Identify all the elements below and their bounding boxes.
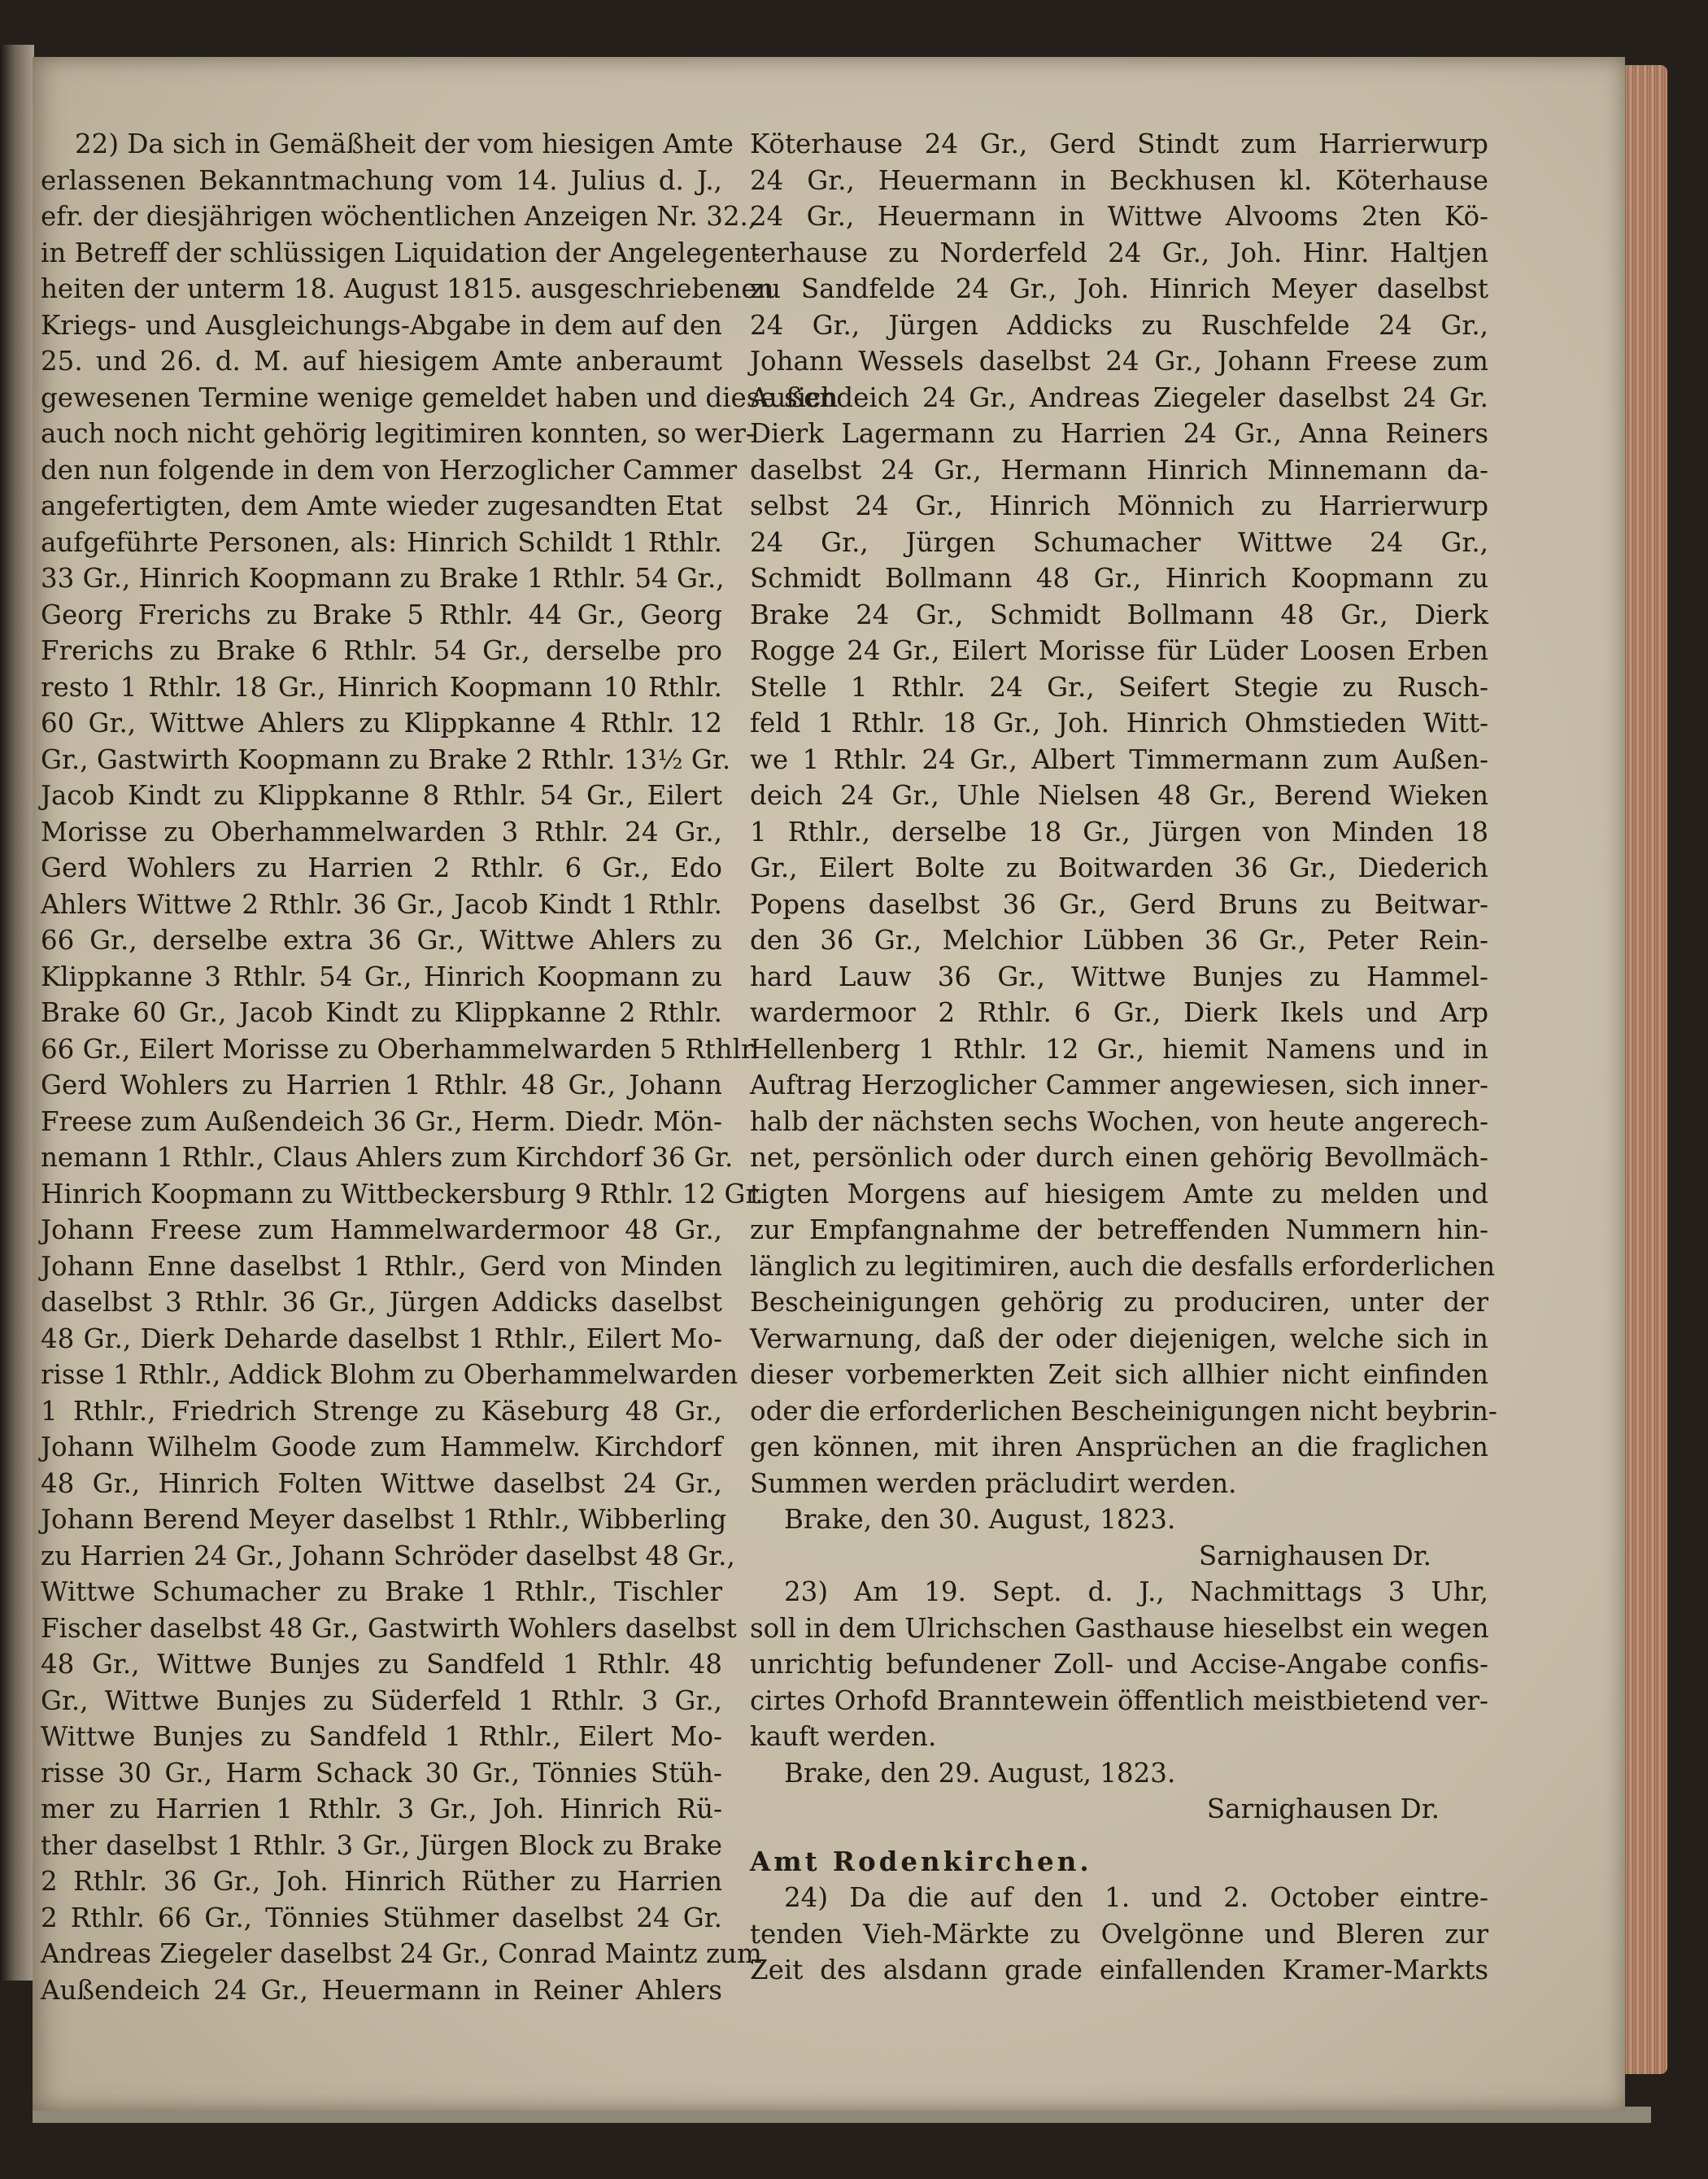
text-line: Johann Berend Meyer daselbst 1 Rthlr., Wibberling <box>41 1504 727 1535</box>
text-line: den nun folgende in dem von Herzoglicher Cammer <box>41 454 738 486</box>
text-line: efr. der diesjährigen wöchentlichen Anzeigen Nr. 32., <box>41 201 757 232</box>
text-line: Außendeich 24 Gr., Andreas Ziegeler daselbst 24 Gr. <box>750 381 1488 413</box>
text-line: dieser vorbemerkten Zeit sich allhier nicht einfinden <box>750 1359 1488 1390</box>
text-line: Klippkanne 3 Rthlr. 54 Gr., Hinrich Koopmann zu <box>41 961 722 992</box>
notice-23-signature: Sarnighausen Dr. <box>1206 1793 1440 1824</box>
text-line: risse 1 Rthlr., Addick Blohm zu Oberhammelwarden <box>41 1359 739 1390</box>
text-line: Andreas Ziegeler daselbst 24 Gr., Conrad Maintz zum <box>41 1938 762 1969</box>
text-line: gen können, mit ihren Ansprüchen an die fraglichen <box>750 1432 1488 1462</box>
text-line: daselbst 3 Rthlr. 36 Gr., Jürgen Addicks daselbst <box>41 1287 722 1318</box>
text-line: Hellenberg 1 Rthlr. 12 Gr., hiemit Namens und in <box>750 1033 1488 1065</box>
text-line: 24 Gr., Jürgen Addicks zu Ruschfelde 24 Gr., <box>750 309 1488 341</box>
text-line: Auftrag Herzoglicher Cammer angewiesen, sich inner- <box>750 1070 1488 1100</box>
text-line: Wittwe Bunjes zu Sandfeld 1 Rthlr., Eilert Mo- <box>41 1721 722 1752</box>
text-line: 24 Gr., Heuermann in Wittwe Alvooms 2ten Kö- <box>750 201 1488 232</box>
text-line: Kriegs- und Ausgleichungs-Abgabe in dem auf den <box>41 309 722 341</box>
text-line: Gerd Wohlers zu Harrien 1 Rthlr. 48 Gr., Johann <box>41 1070 722 1100</box>
left-column <box>41 126 839 2008</box>
text-line: Johann Wilhelm Goode zum Hammelw. Kirchdorf <box>41 1432 722 1462</box>
facing-page-edge <box>0 45 34 1981</box>
page-stack-edge <box>1619 65 1667 2074</box>
text-line: Gr., Wittwe Bunjes zu Süderfeld 1 Rthlr. 3 Gr., <box>41 1684 722 1716</box>
text-line: 48 Gr., Dierk Deharde daselbst 1 Rthlr., Eilert Mo- <box>41 1323 722 1354</box>
text-line: Popens daselbst 36 Gr., Gerd Bruns zu Beitwar- <box>750 888 1488 920</box>
text-line: mer zu Harrien 1 Rthlr. 3 Gr., Joh. Hinrich Rü- <box>41 1793 722 1824</box>
text-line: daselbst 24 Gr., Hermann Hinrich Minnemann da- <box>750 454 1488 486</box>
text-line: 22) Da sich in Gemäßheit der vom hiesigen Amte <box>75 129 734 159</box>
text-line: 1 Rthlr., Friedrich Strenge zu Käseburg 48 Gr., <box>41 1395 722 1427</box>
text-line: terhause zu Norderfeld 24 Gr., Joh. Hinr. Haltjen <box>750 237 1488 268</box>
text-line: tigten Morgens auf hiesigem Amte zu melden und <box>750 1178 1488 1209</box>
text-line: Bescheinigungen gehörig zu produciren, unter der <box>750 1287 1488 1318</box>
text-line: 60 Gr., Wittwe Ahlers zu Klippkanne 4 Rthlr. 12 <box>41 708 722 739</box>
text-line: länglich zu legitimiren, auch die desfalls erforderlichen <box>750 1250 1496 1282</box>
text-line: 23) Am 19. Sept. d. J., Nachmittags 3 Uhr, <box>784 1576 1488 1607</box>
text-line: den 36 Gr., Melchior Lübben 36 Gr., Peter Rein- <box>750 925 1488 956</box>
notice-23-date: Brake, den 29. August, 1823. <box>784 1757 1176 1789</box>
text-line: 66 Gr., derselbe extra 36 Gr., Wittwe Ahlers zu <box>41 925 722 956</box>
text-line: erlassenen Bekanntmachung vom 14. Julius d. J., <box>41 164 722 196</box>
text-line: 2 Rthlr. 36 Gr., Joh. Hinrich Rüther zu Harrien <box>41 1866 722 1897</box>
text-line: angefertigten, dem Amte wieder zugesandten Etat <box>41 490 722 521</box>
text-line: ther daselbst 1 Rthlr. 3 Gr., Jürgen Block zu Brake <box>41 1829 722 1861</box>
text-line: resto 1 Rthlr. 18 Gr., Hinrich Koopmann 10 Rthlr. <box>41 671 722 703</box>
text-line: Johann Freese zum Hammelwardermoor 48 Gr., <box>41 1214 722 1245</box>
text-line: Ahlers Wittwe 2 Rthlr. 36 Gr., Jacob Kindt 1 Rthlr. <box>41 888 722 920</box>
text-line: unrichtig befundener Zoll- und Accise-Angabe confis- <box>750 1649 1488 1680</box>
text-line: Außendeich 24 Gr., Heuermann in Reiner Ahlers <box>41 1974 722 2006</box>
text-line: Zeit des alsdann grade einfallenden Kramer-Markts <box>750 1955 1488 1985</box>
text-line: aufgeführte Personen, als: Hinrich Schildt 1 Rthlr. <box>41 526 722 558</box>
text-line: 1 Rthlr., derselbe 18 Gr., Jürgen von Minden 18 <box>750 816 1488 848</box>
text-line: Georg Frerichs zu Brake 5 Rthlr. 44 Gr., Georg <box>41 599 722 630</box>
text-line: 24 Gr., Jürgen Schumacher Wittwe 24 Gr., <box>750 526 1488 558</box>
text-line: we 1 Rthlr. 24 Gr., Albert Timmermann zum Außen- <box>750 743 1488 775</box>
notice-22-signature: Sarnighausen Dr. <box>1198 1540 1431 1571</box>
text-line: net, persönlich oder durch einen gehörig Bevollmäch- <box>750 1142 1488 1173</box>
text-line: Gerd Wohlers zu Harrien 2 Rthlr. 6 Gr., Edo <box>41 852 722 883</box>
text-line: Freese zum Außendeich 36 Gr., Herm. Diedr. Mön- <box>41 1105 722 1137</box>
document-page <box>33 57 1625 2111</box>
notice-22-continuation <box>750 126 1497 1501</box>
notice-24 <box>750 1880 1488 1989</box>
text-line: Schmidt Bollmann 48 Gr., Hinrich Koopmann zu <box>750 563 1488 594</box>
text-line: Frerichs zu Brake 6 Rthlr. 54 Gr., derselbe pro <box>41 635 722 666</box>
notice-22-date: Brake, den 30. August, 1823. <box>784 1504 1176 1535</box>
text-line: Hinrich Koopmann zu Wittbeckersburg 9 Rthlr. 12 Gr. <box>41 1178 764 1209</box>
text-line: cirtes Orhofd Branntewein öffentlich meistbietend ver- <box>750 1684 1488 1716</box>
text-line: feld 1 Rthlr. 18 Gr., Joh. Hinrich Ohmstieden Witt- <box>750 708 1488 739</box>
text-line: Summen werden präcludirt werden. <box>750 1467 1237 1499</box>
text-line: Wittwe Schumacher zu Brake 1 Rthlr., Tischler <box>41 1576 722 1607</box>
text-line: Morisse zu Oberhammelwarden 3 Rthlr. 24 Gr., <box>41 816 722 848</box>
text-line: oder die erforderlichen Bescheinigungen nicht beybrin- <box>750 1395 1497 1427</box>
text-line: selbst 24 Gr., Hinrich Mönnich zu Harrierwurp <box>750 490 1488 521</box>
text-line: kauft werden. <box>750 1721 937 1752</box>
section-heading: Amt Rodenkirchen. <box>750 1845 1092 1877</box>
text-line: Stelle 1 Rthlr. 24 Gr., Seifert Stegie zu Rusch- <box>750 671 1488 703</box>
text-line: 24 Gr., Heuermann in Beckhusen kl. Köterhause <box>750 164 1488 196</box>
text-line: Gr., Eilert Bolte zu Boitwarden 36 Gr., Diederich <box>750 852 1488 883</box>
text-line: 25. und 26. d. M. auf hiesigem Amte anberaumt <box>41 346 722 377</box>
text-line: tenden Vieh-Märkte zu Ovelgönne und Bleren zur <box>750 1918 1488 1950</box>
text-line: deich 24 Gr., Uhle Nielsen 48 Gr., Berend Wieken <box>750 780 1488 811</box>
text-line: 48 Gr., Wittwe Bunjes zu Sandfeld 1 Rthlr. 48 <box>41 1649 722 1680</box>
text-line: Brake 24 Gr., Schmidt Bollmann 48 Gr., Dierk <box>750 599 1488 630</box>
text-line: Köterhause 24 Gr., Gerd Stindt zum Harrierwurp <box>750 129 1488 159</box>
text-line: gewesenen Termine wenige gemeldet haben und diese sich <box>41 381 839 413</box>
text-line: in Betreff der schlüssigen Liquidation der Angelegen- <box>41 237 760 268</box>
notice-23 <box>750 1574 1488 1755</box>
text-line: zu Harrien 24 Gr., Johann Schröder daselbst 48 Gr., <box>41 1540 735 1571</box>
text-line: Jacob Kindt zu Klippkanne 8 Rthlr. 54 Gr., Eilert <box>41 780 722 811</box>
text-line: Fischer daselbst 48 Gr., Gastwirth Wohlers daselbst <box>41 1612 737 1644</box>
text-line: 48 Gr., Hinrich Folten Wittwe daselbst 24 Gr., <box>41 1467 722 1499</box>
text-line: 33 Gr., Hinrich Koopmann zu Brake 1 Rthlr. 54 Gr., <box>41 563 725 594</box>
text-line: soll in dem Ulrichschen Gasthause hieselbst ein wegen <box>750 1612 1489 1644</box>
text-line: 66 Gr., Eilert Morisse zu Oberhammelwarden 5 Rthlr. <box>41 1033 760 1065</box>
text-line: wardermoor 2 Rthlr. 6 Gr., Dierk Ikels und Arp <box>750 997 1488 1028</box>
text-line: halb der nächsten sechs Wochen, von heute angerech- <box>750 1105 1488 1137</box>
text-line: Dierk Lagermann zu Harrien 24 Gr., Anna Reiners <box>750 418 1488 449</box>
text-line: auch noch nicht gehörig legitimiren konnten, so wer- <box>41 418 755 449</box>
text-line: Johann Enne daselbst 1 Rthlr., Gerd von Minden <box>41 1250 722 1282</box>
text-line: risse 30 Gr., Harm Schack 30 Gr., Tönnies Stüh- <box>41 1757 722 1789</box>
text-line: zur Empfangnahme der betreffenden Nummern hin- <box>750 1214 1488 1245</box>
text-line: 2 Rthlr. 66 Gr., Tönnies Stühmer daselbst 24 Gr. <box>41 1902 722 1933</box>
text-line: heiten der unterm 18. August 1815. ausgeschriebenen <box>41 273 774 304</box>
text-line: Johann Wessels daselbst 24 Gr., Johann Freese zum <box>750 346 1488 377</box>
text-line: Rogge 24 Gr., Eilert Morisse für Lüder Loosen Erben <box>750 635 1488 666</box>
right-column <box>750 126 1497 1989</box>
text-line: Gr., Gastwirth Koopmann zu Brake 2 Rthlr. 13½ Gr. <box>41 743 731 775</box>
text-line: nemann 1 Rthlr., Claus Ahlers zum Kirchdorf 36 Gr. <box>41 1142 734 1173</box>
text-line: Verwarnung, daß der oder diejenigen, welche sich in <box>750 1323 1488 1354</box>
text-line: zu Sandfelde 24 Gr., Joh. Hinrich Meyer daselbst <box>750 273 1488 304</box>
text-line: Brake 60 Gr., Jacob Kindt zu Klippkanne 2 Rthlr. <box>41 997 722 1028</box>
text-line: 24) Da die auf den 1. und 2. October eintre- <box>784 1882 1488 1913</box>
text-line: hard Lauw 36 Gr., Wittwe Bunjes zu Hammel- <box>750 961 1488 992</box>
